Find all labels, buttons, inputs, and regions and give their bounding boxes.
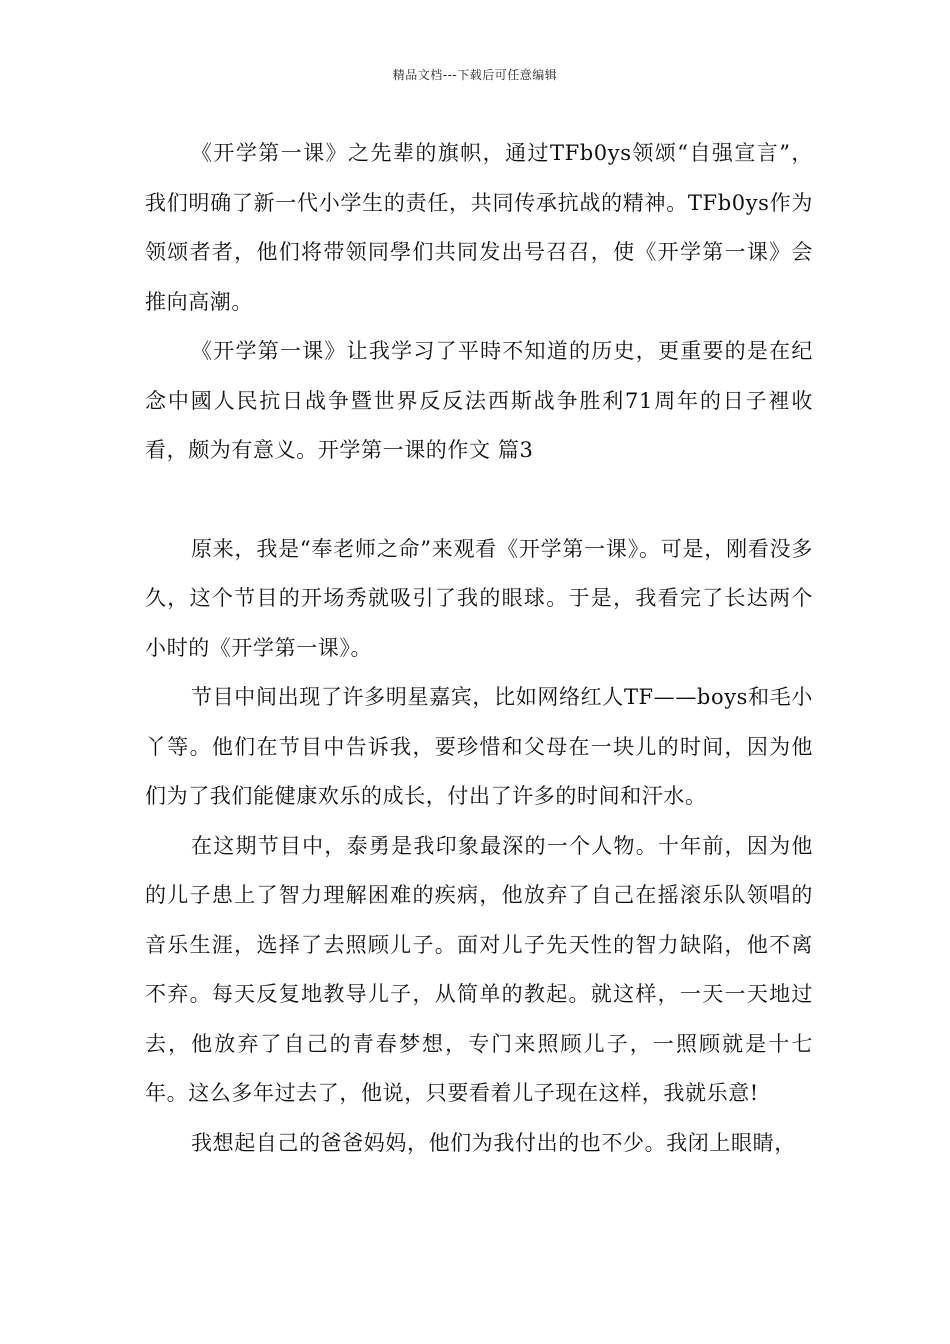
paragraph-3: 原来，我是“奉老师之命”来观看《开学第一课》。可是，刚看没多久，这个节目的开场秀就吸引了我的眼球。于是，我看完了长达两个小时的《开学第一课》。 (145, 536, 813, 660)
paragraph-2: 《开学第一课》让我学习了平時不知道的历史，更重要的是在纪念中國人民抗日战争暨世界反反法西斯战争胜利71周年的日子裡收看，颇为有意义。开学第一课的作文 篇3 (145, 339, 813, 462)
page-header: 精品文档---下载后可任意编辑 (392, 68, 558, 82)
paragraph-4: 节目中间出现了许多明星嘉宾，比如网络红人TF——boys和毛小丫等。他们在节目中告诉我，要珍惜和父母在一块儿的时间，因为他们为了我们能健康欢乐的成长，付出了许多的时间和汗水。 (145, 685, 813, 808)
section-spacer (145, 476, 813, 525)
document-body (145, 129, 813, 1168)
paragraph-1: 《开学第一课》之先辈的旗帜，通过TFb0ys领颂“自强宣言”，我们明确了新一代小学生的责任，共同传承抗战的精神。TFb0ys作为领颂者者，他们将带领同學们共同发出号召召，使《开学第一课》会推向高潮。 (145, 141, 813, 314)
paragraph-6: 我想起自己的爸爸妈妈，他们为我付出的也不少。我闭上眼睛， (191, 1130, 796, 1155)
paragraph-5: 在这期节目中，泰勇是我印象最深的一个人物。十年前，因为他的儿子患上了智力理解困难的疾病，他放弃了自己在摇滚乐队领唱的音乐生涯，选择了去照顾儿子。面对儿子先天性的智力缺陷，他不离不弃。每天反复地教导儿子，从简单的教起。就这样，一天一天地过去，他放弃了自己的青春梦想，专门来照顾儿子，一照顾就是十七年。这么多年过去了，他说，只要看着儿子现在这样，我就乐意! (145, 833, 813, 1105)
